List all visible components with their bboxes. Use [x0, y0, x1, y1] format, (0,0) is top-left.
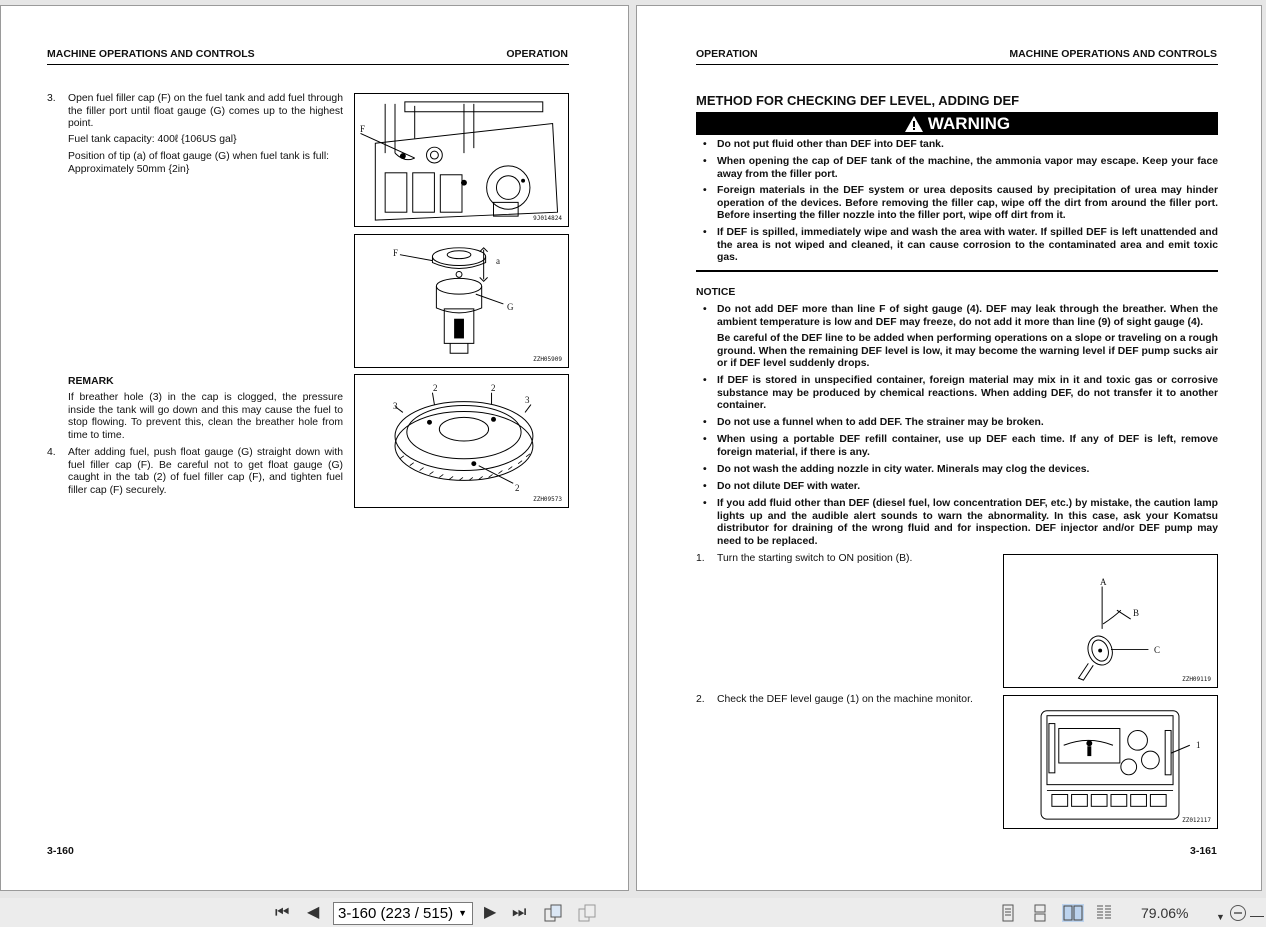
- cap-underside-figure: [354, 374, 569, 508]
- chevron-down-icon[interactable]: ▼: [458, 908, 467, 918]
- zoom-out-icon[interactable]: [1229, 904, 1247, 922]
- fig2-code: ZZH05909: [533, 356, 562, 363]
- left-header-section: OPERATION: [506, 48, 568, 60]
- notice-item: • Do not dilute DEF with water.: [703, 481, 861, 492]
- step-4-number: 4.: [47, 447, 56, 458]
- notice-item: • If you add fluid other than DEF (diesel fuel, low concentration DEF, etc.) by mistake, the caution lamp lights up and the audible alert sounds to warn the abnormality. In this case, ask your Komatsu distributor for draining of the wrong fluid and for inspection. DEF injector and/or DEF pump may need to be replaced.: [703, 498, 1218, 547]
- right-page: [636, 5, 1262, 891]
- starting-switch-drawing: [1004, 555, 1217, 687]
- machine-monitor-drawing: [1004, 696, 1217, 828]
- fig3-label-2c: 2: [515, 483, 520, 493]
- zoom-slider-handle[interactable]: —: [1250, 907, 1264, 923]
- step-4-text: After adding fuel, push float gauge (G) straight down with fuel filler cap (F). Be careful not to get float gauge (G) caught in the tab (2) of fuel filler cap (F), and tighten fuel filler cap (F) securely.: [68, 447, 343, 496]
- step-3-text: Open fuel filler cap (F) on the fuel tank and add fuel through the filler port until float gauge (G) comes up to the highest point.: [68, 93, 343, 130]
- def-step-2-text: Check the DEF level gauge (1) on the machine monitor.: [717, 694, 973, 705]
- fig3-label-2a: 2: [433, 383, 438, 393]
- fig2-label-a: a: [496, 256, 500, 266]
- notice-item: • Do not use a funnel when to add DEF. The strainer may be broken.: [703, 417, 1044, 428]
- warning-bottom-rule: [696, 270, 1218, 272]
- fig5-code: ZZ012117: [1182, 817, 1211, 824]
- two-page-view-icon[interactable]: [1062, 904, 1084, 922]
- left-page: [0, 5, 629, 891]
- zoom-dropdown-icon[interactable]: ▼: [1216, 912, 1225, 922]
- fig4-label-b: B: [1133, 608, 1140, 618]
- notice-title: NOTICE: [696, 287, 736, 298]
- page-number-field[interactable]: [333, 902, 473, 925]
- fig4-label-c: C: [1154, 645, 1161, 655]
- right-header-section: OPERATION: [696, 48, 758, 60]
- remark-title: REMARK: [68, 376, 114, 387]
- warning-label: WARNING: [927, 113, 1011, 133]
- left-page-number: 3-160: [47, 845, 74, 857]
- page-number-value: 3-160 (223 / 515): [338, 905, 454, 922]
- warning-item: • If DEF is spilled, immediately wipe and wash the area with water. If spilled DEF is left unattended and the area is not wiped and cleaned, it can cause corrosion to the contaminated area and emit toxic gas.: [703, 227, 1218, 264]
- left-header-title: MACHINE OPERATIONS AND CONTROLS: [47, 48, 255, 60]
- fuel-tank-drawing: [355, 94, 568, 226]
- fig3-label-3b: 3: [525, 395, 530, 405]
- step-3-number: 3.: [47, 93, 56, 104]
- fig3-label-3a: 3: [393, 401, 398, 411]
- float-gauge-position-text: Position of tip (a) of float gauge (G) when fuel tank is full: Approximately 50mm {2in}: [68, 151, 330, 175]
- previous-view-icon[interactable]: [544, 904, 562, 922]
- fig4-label-a: A: [1100, 577, 1107, 587]
- notice-item: • Do not add DEF more than line F of sight gauge (4). DEF may leak through the breather. When the ambient temperature is low and DEF may freeze, do not add it more than line (9) of sight gauge (4).: [703, 304, 1218, 328]
- fig2-label-g: G: [507, 302, 514, 312]
- right-header-title: MACHINE OPERATIONS AND CONTROLS: [1009, 48, 1217, 60]
- fig2-label-f: F: [393, 248, 399, 258]
- fuel-capacity-text: Fuel tank capacity: 400ℓ {106US gal}: [68, 134, 237, 145]
- two-page-continuous-icon[interactable]: [1095, 904, 1113, 922]
- notice-item-continued: Be careful of the DEF line to be added when performing operations on a slope or traveling on a rough ground. When the remaining DEF level is low, it may become the warning level if DEF pump sucks air or if DEF level suddenly drops.: [717, 333, 1218, 370]
- def-step-1-text: Turn the starting switch to ON position (B).: [717, 553, 913, 564]
- cap-underside-drawing: [355, 375, 568, 507]
- notice-item: • When using a portable DEF refill container, use up DEF each time. If any of DEF is left, remove foreign material, if there is any.: [703, 434, 1218, 458]
- continuous-view-icon[interactable]: [1031, 904, 1049, 922]
- warning-item: • When opening the cap of DEF tank of the machine, the ammonia vapor may escape. Keep your face away from the filler port.: [703, 156, 1218, 180]
- fig1-label-f: F: [360, 124, 366, 134]
- left-header-rule: [47, 64, 569, 65]
- warning-triangle-icon: [904, 115, 924, 133]
- next-view-icon[interactable]: [578, 904, 596, 922]
- def-step-1-number: 1.: [696, 553, 705, 564]
- next-page-button[interactable]: ▶: [484, 904, 497, 921]
- fig5-label-1: 1: [1196, 740, 1201, 750]
- notice-item: • Do not wash the adding nozzle in city water. Minerals may clog the devices.: [703, 464, 1090, 475]
- right-header-rule: [696, 64, 1218, 65]
- machine-monitor-figure: [1003, 695, 1218, 829]
- notice-item: • If DEF is stored in unspecified container, foreign material may mix in it and toxic gas or corrosive substance may be produced by chemical reactions. When adding DEF, do not transfer it to another container.: [703, 375, 1218, 412]
- last-page-button[interactable]: ⏭: [512, 904, 527, 921]
- remark-text: If breather hole (3) in the cap is clogged, the pressure inside the tank will go down and this may cause the fuel to stop flowing. To prevent this, clean the breather hole from time to time.: [68, 392, 343, 441]
- fig1-code: 9J014824: [533, 215, 562, 222]
- float-gauge-drawing: [355, 235, 568, 367]
- first-page-button[interactable]: ⏮: [275, 904, 290, 921]
- fig3-code: ZZH09573: [533, 496, 562, 503]
- float-gauge-figure: [354, 234, 569, 368]
- section-title: METHOD FOR CHECKING DEF LEVEL, ADDING DEF: [696, 93, 1020, 108]
- fig3-label-2b: 2: [491, 383, 496, 393]
- previous-page-button[interactable]: ◀: [307, 904, 320, 921]
- warning-item: • Do not put fluid other than DEF into DEF tank.: [703, 139, 944, 150]
- fuel-tank-figure: [354, 93, 569, 227]
- zoom-level[interactable]: 79.06%: [1141, 905, 1189, 921]
- single-page-view-icon[interactable]: [999, 904, 1017, 922]
- right-page-number: 3-161: [1190, 845, 1217, 857]
- warning-item: • Foreign materials in the DEF system or urea deposits caused by precipitation of urea may hinder operation of the devices. Before removing the filler cap, wipe off the dirt from around the filler port. Before inserting the filler nozzle into the filler port, wipe off dirt from it.: [703, 185, 1218, 222]
- fig4-code: ZZH09119: [1182, 676, 1211, 683]
- starting-switch-figure: [1003, 554, 1218, 688]
- def-step-2-number: 2.: [696, 694, 705, 705]
- warning-banner: [696, 112, 1218, 135]
